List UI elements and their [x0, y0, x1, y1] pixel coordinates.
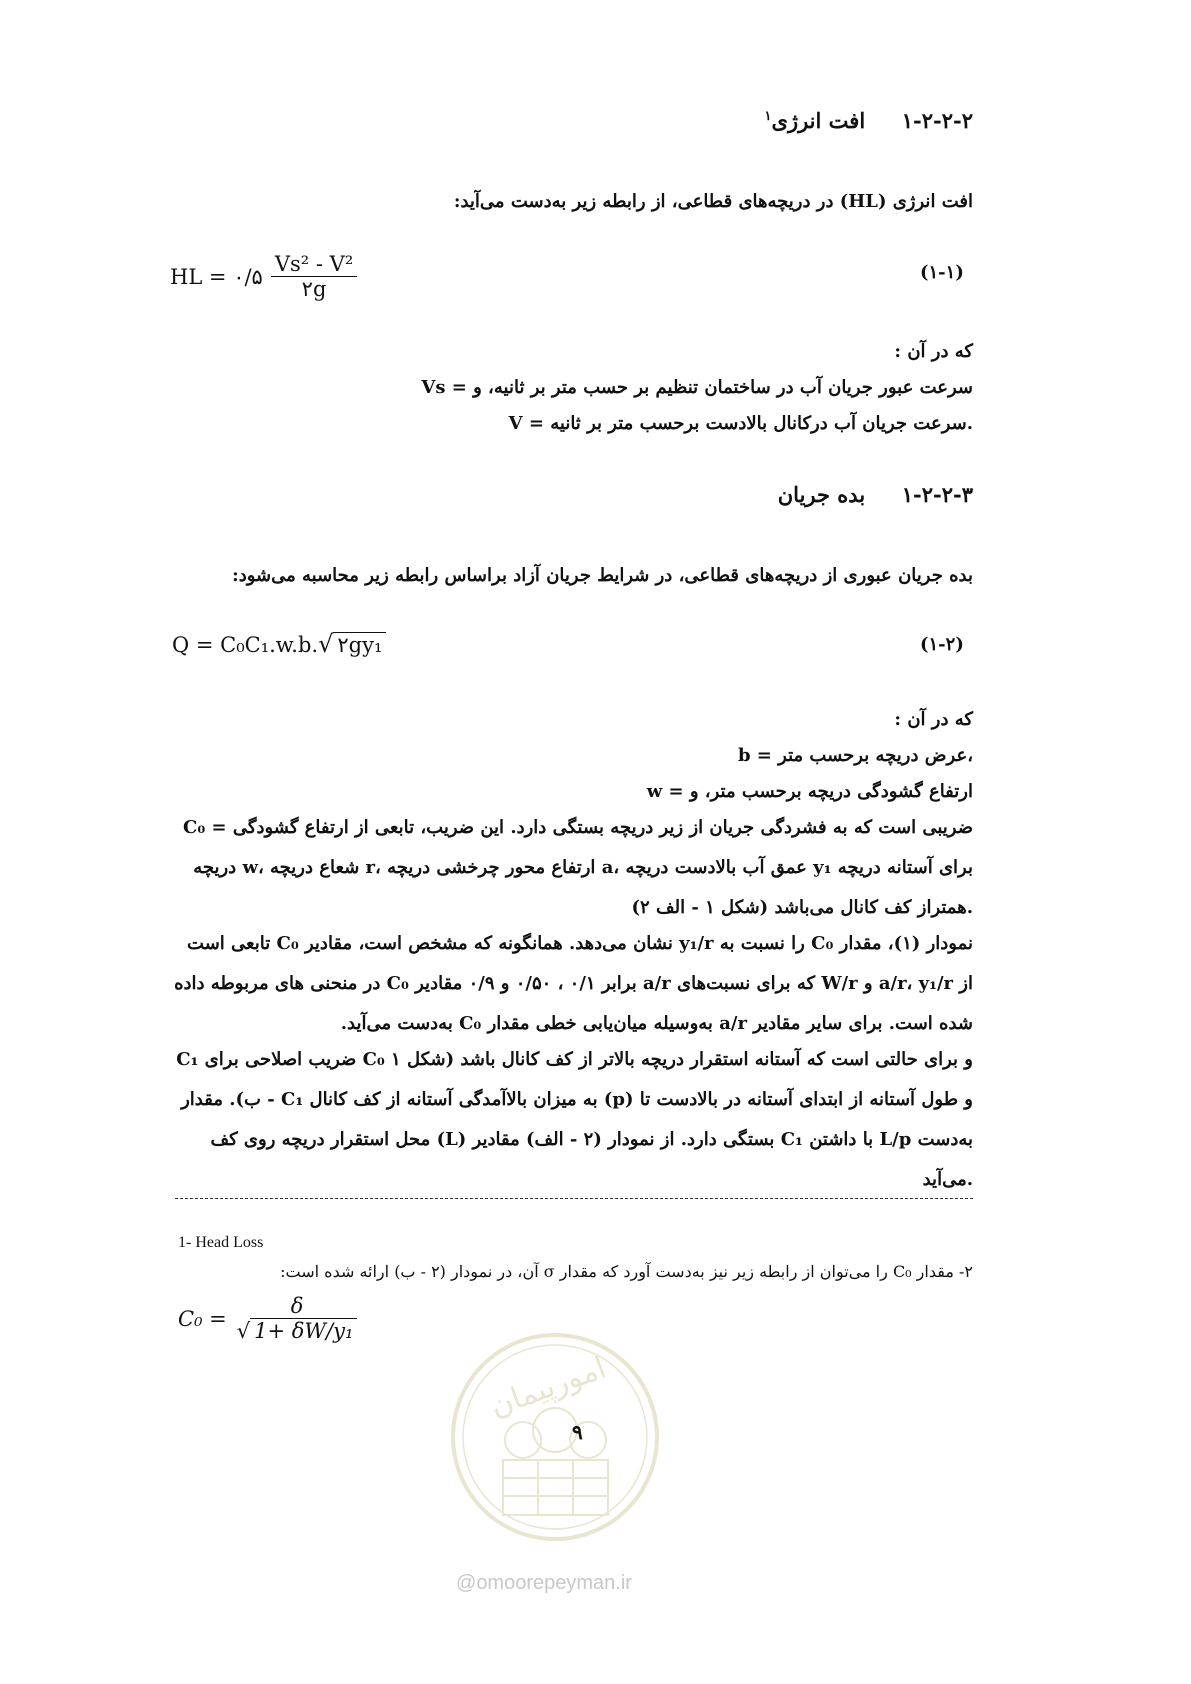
equation-denominator: ۲g	[301, 277, 327, 301]
footnote-1: 1- Head Loss	[178, 1234, 264, 1251]
equation-denominator: √ 1+ δW/y₁	[233, 1319, 362, 1343]
equation-c0	[178, 1294, 361, 1343]
paragraph-energy-loss-intro: افت انرژی (HL) در دریچه‌های قطاعی، از رابطه زیر به‌دست می‌آید:	[453, 191, 973, 212]
equation-lhs: C₀ =	[178, 1306, 227, 1331]
watermark-logo	[448, 1330, 663, 1545]
definition-w: w = ارتفاع گشودگی دریچه برحسب متر، و	[646, 781, 973, 802]
equation-fraction	[233, 1294, 362, 1343]
page-number: ۹	[572, 1420, 583, 1444]
footnote-separator	[175, 1198, 973, 1199]
heading-label: افت انرژی	[771, 108, 866, 133]
heading-label: بده جریان	[777, 482, 866, 507]
paragraph-discharge-intro: بده جریان عبوری از دریچه‌های قطاعی، در شرایط جریان آزاد براساس رابطه زیر محاسبه می‌شود:	[232, 565, 973, 586]
equation-number: (۱-۲)	[920, 634, 964, 655]
paragraph-chart-explanation: نمودار (۱)، مقدار C₀ را نسبت به y₁/r نشان می‌دهد. همانگونه که مشخص است، مقادیر C₀ تابعی است از a/r، y₁/r و W/r که برای نسبت‌های a/r برابر ۰/۱ ، ۰/۵۰ و ۰/۹ مقادیر C₀ در منحنی های مربوطه داده شده است. برای سایر مقادیر a/r به‌وسیله میان‌یابی خطی مقدار C₀ به‌دست می‌آید.	[174, 933, 973, 1034]
equation-numerator: δ	[251, 1294, 344, 1319]
section-heading-discharge	[778, 482, 973, 507]
paragraph-c0-definition: C₀ = ضریبی است که به فشردگی جریان از زیر دریچه بستگی دارد. این ضریب، تابعی از ارتفاع گشودگی دریچه w، شعاع دریچه r، ارتفاع محور چرخشی دریچه a، عمق آب بالادست دریچه y₁ برای آستانه دریچه همتراز کف کانال می‌باشد (شکل ۱ - الف ۲).	[183, 817, 973, 918]
equation-lhs: Q = C₀C₁.w.b.	[172, 633, 319, 657]
equation-fraction	[271, 252, 357, 301]
section-heading-energy-loss	[765, 108, 973, 133]
equation-number: (۱-۱)	[920, 262, 964, 283]
equation-numerator: Vs² - V²	[271, 252, 357, 277]
heading-number: ۱-۲-۲-۳	[901, 482, 973, 507]
definition-v: V = سرعت جریان آب درکانال بالادست برحسب متر بر ثانیه.	[508, 413, 973, 434]
equation-lhs: HL = ۰/۵	[170, 264, 263, 289]
equation-discharge: Q = C₀C₁.w.b.√ ۲gy₁	[172, 630, 386, 658]
equation-sqrt-term: ۲gy₁	[333, 632, 386, 657]
definition-b: b = عرض دریچه برحسب متر،	[737, 745, 973, 766]
footnote-marker: ۱	[764, 109, 772, 124]
where-label: که در آن :	[894, 709, 973, 730]
heading-number: ۱-۲-۲-۲	[901, 108, 973, 133]
watermark-url: @omoorepeyman.ir	[456, 1572, 632, 1594]
definition-vs: Vs = سرعت عبور جریان آب در ساختمان تنظیم بر حسب متر بر ثانیه، و	[421, 377, 973, 398]
equation-energy-loss	[170, 252, 357, 301]
paragraph-c1-definition: C₁ ضریب اصلاحی برای C₀ و برای حالتی است که آستانه استقرار دریچه بالاتر از کف کانال باشد (شکل ۱ - ب). مقدار C₁ به میزان بالاآمدگی آستانه از کف کانال (p) و طول آستانه از ابتدای آستانه در بالادست تا محل استقرار دریچه روی کف (L) بستگی دارد. از نمودار (۲ - الف) مقادیر C₁ با داشتن L/p به‌دست می‌آید.	[176, 1049, 973, 1190]
footnote-2: ۲- مقدار C₀ را می‌توان از رابطه زیر نیز به‌دست آورد که مقدار σ آن، در نمودار (۲ - ب) ارائه شده است:	[280, 1262, 973, 1281]
watermark-seal-icon	[448, 1330, 663, 1545]
watermark-logo-text: امورپیمان	[485, 1350, 611, 1425]
where-label: که در آن :	[894, 341, 973, 362]
at-icon: @	[456, 1572, 477, 1594]
